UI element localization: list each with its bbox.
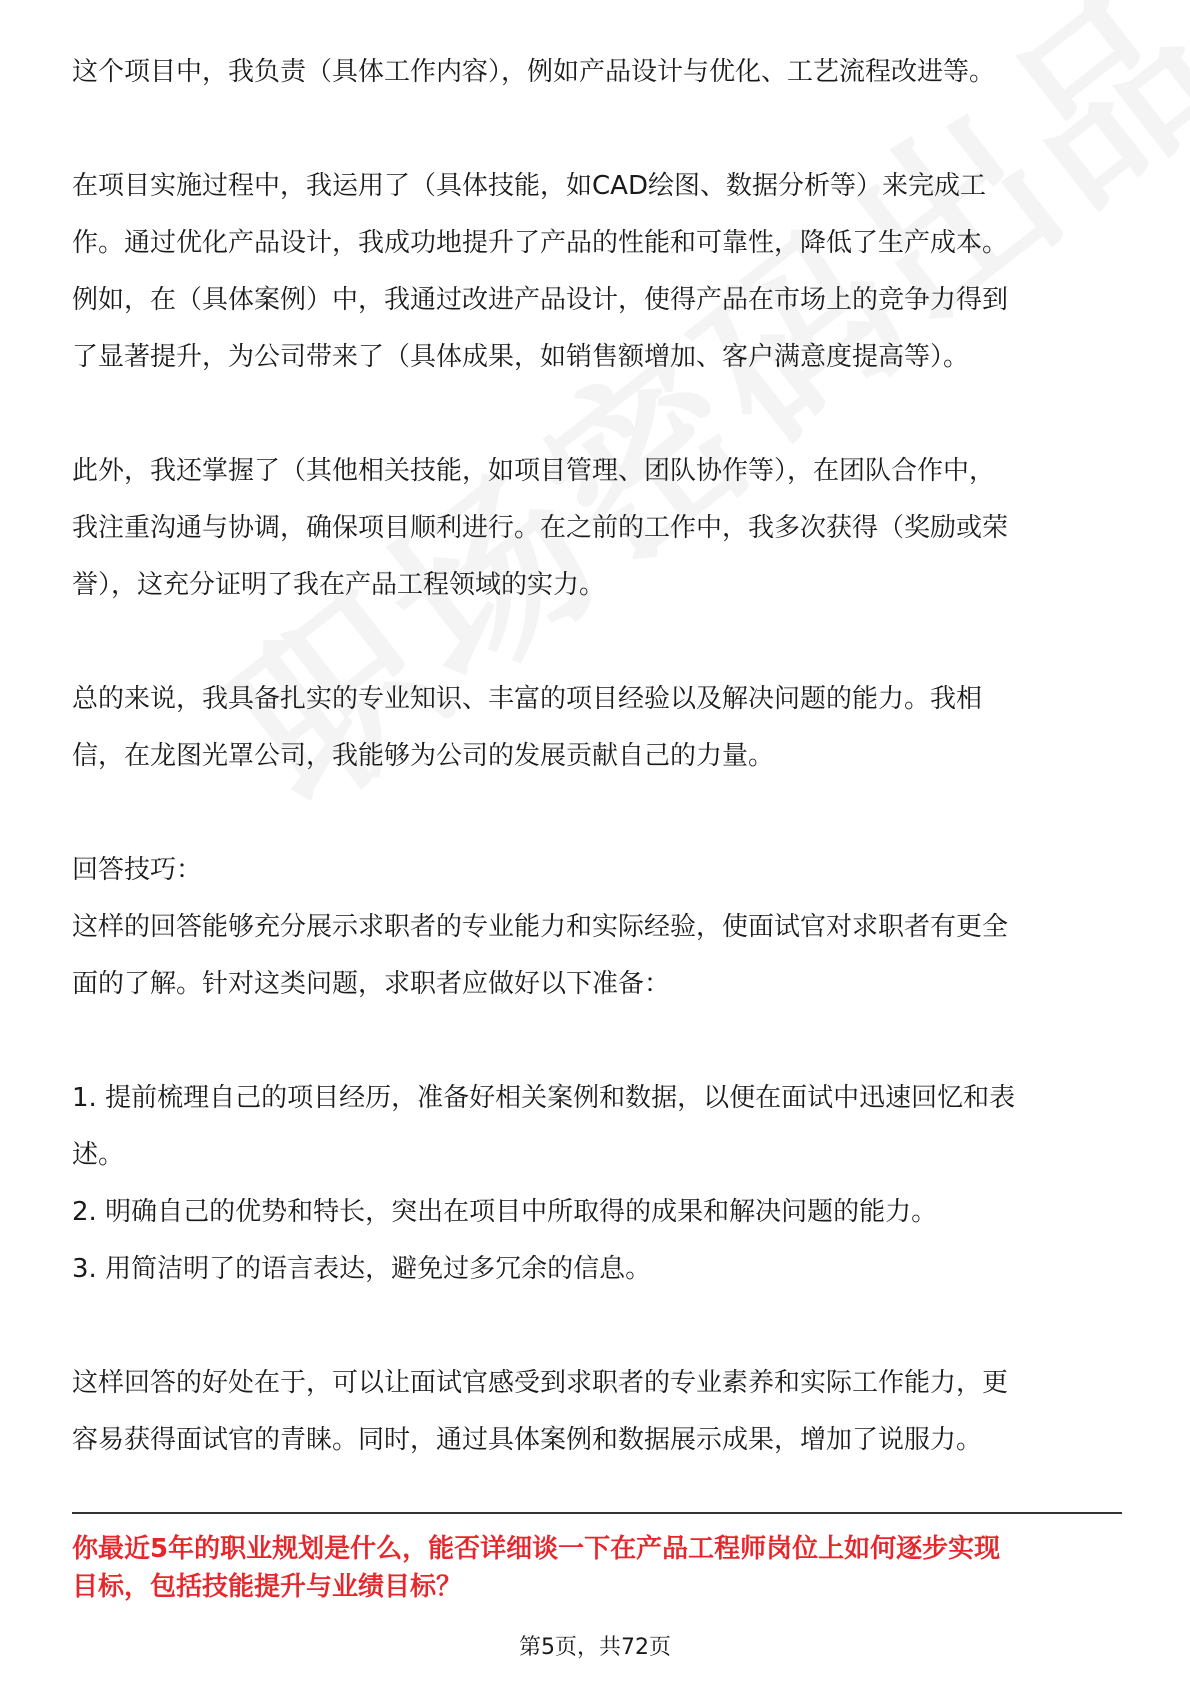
divider xyxy=(72,1512,1122,1514)
paragraph-summary xyxy=(72,671,1122,785)
tips-heading: 回答技巧： xyxy=(72,855,203,885)
paragraph-conclusion xyxy=(72,1355,1122,1469)
text-line: 面的了解。针对这类问题，求职者应做好以下准备： xyxy=(72,969,671,999)
text-line: 信，在龙图光罩公司，我能够为公司的发展贡献自己的力量。 xyxy=(72,741,775,771)
text-line: 这样回答的好处在于，可以让面试官感受到求职者的专业素养和实际工作能力，更 xyxy=(72,1368,1009,1398)
text-line: 目标，包括技能提升与业绩目标？ xyxy=(72,1572,463,1602)
text-line: 作。通过优化产品设计，我成功地提升了产品的性能和可靠性，降低了生产成本。 xyxy=(72,228,1009,258)
text-line: 这样的回答能够充分展示求职者的专业能力和实际经验，使面试官对求职者有更全 xyxy=(72,912,1009,942)
text-line: 容易获得面试官的青睐。同时，通过具体案例和数据展示成果，增加了说服力。 xyxy=(72,1425,983,1455)
paragraph-skills xyxy=(72,158,1122,386)
text-line: 在项目实施过程中，我运用了（具体技能，如CAD绘图、数据分析等）来完成工 xyxy=(72,171,986,201)
paragraph-other-skills xyxy=(72,443,1122,614)
text-line: 1. 提前梳理自己的项目经历，准备好相关案例和数据，以便在面试中迅速回忆和表 xyxy=(72,1083,1016,1113)
text-line: 述。 xyxy=(72,1140,125,1170)
text-line: 总的来说，我具备扎实的专业知识、丰富的项目经验以及解决问题的能力。我相 xyxy=(72,684,983,714)
text-line: 这个项目中，我负责（具体工作内容），例如产品设计与优化、工艺流程改进等。 xyxy=(72,57,996,87)
next-question-heading xyxy=(72,1530,1122,1606)
list-item xyxy=(72,1070,1122,1184)
list-item xyxy=(72,1184,1122,1241)
text-line: 誉），这充分证明了我在产品工程领域的实力。 xyxy=(72,570,606,600)
list-item xyxy=(72,1241,1122,1298)
text-line: 你最近5年的职业规划是什么，能否详细谈一下在产品工程师岗位上如何逐步实现 xyxy=(72,1534,1001,1564)
text-line: 了显著提升，为公司带来了（具体成果，如销售额增加、客户满意度提高等）。 xyxy=(72,342,970,372)
tips-intro xyxy=(72,899,1122,1013)
document-body xyxy=(72,44,1122,1469)
text-line: 2. 明确自己的优势和特长，突出在项目中所取得的成果和解决问题的能力。 xyxy=(72,1197,938,1227)
text-line: 3. 用简洁明了的语言表达，避免过多冗余的信息。 xyxy=(72,1254,652,1284)
page-footer: 第5页，共72页 xyxy=(519,1635,671,1660)
text-line: 此外，我还掌握了（其他相关技能，如项目管理、团队协作等），在团队合作中， xyxy=(72,456,996,486)
paragraph-responsibility xyxy=(72,44,1122,101)
text-line: 我注重沟通与协调，确保项目顺利进行。在之前的工作中，我多次获得（奖励或荣 xyxy=(72,513,1009,543)
text-line: 例如，在（具体案例）中，我通过改进产品设计，使得产品在市场上的竞争力得到 xyxy=(72,285,1009,315)
